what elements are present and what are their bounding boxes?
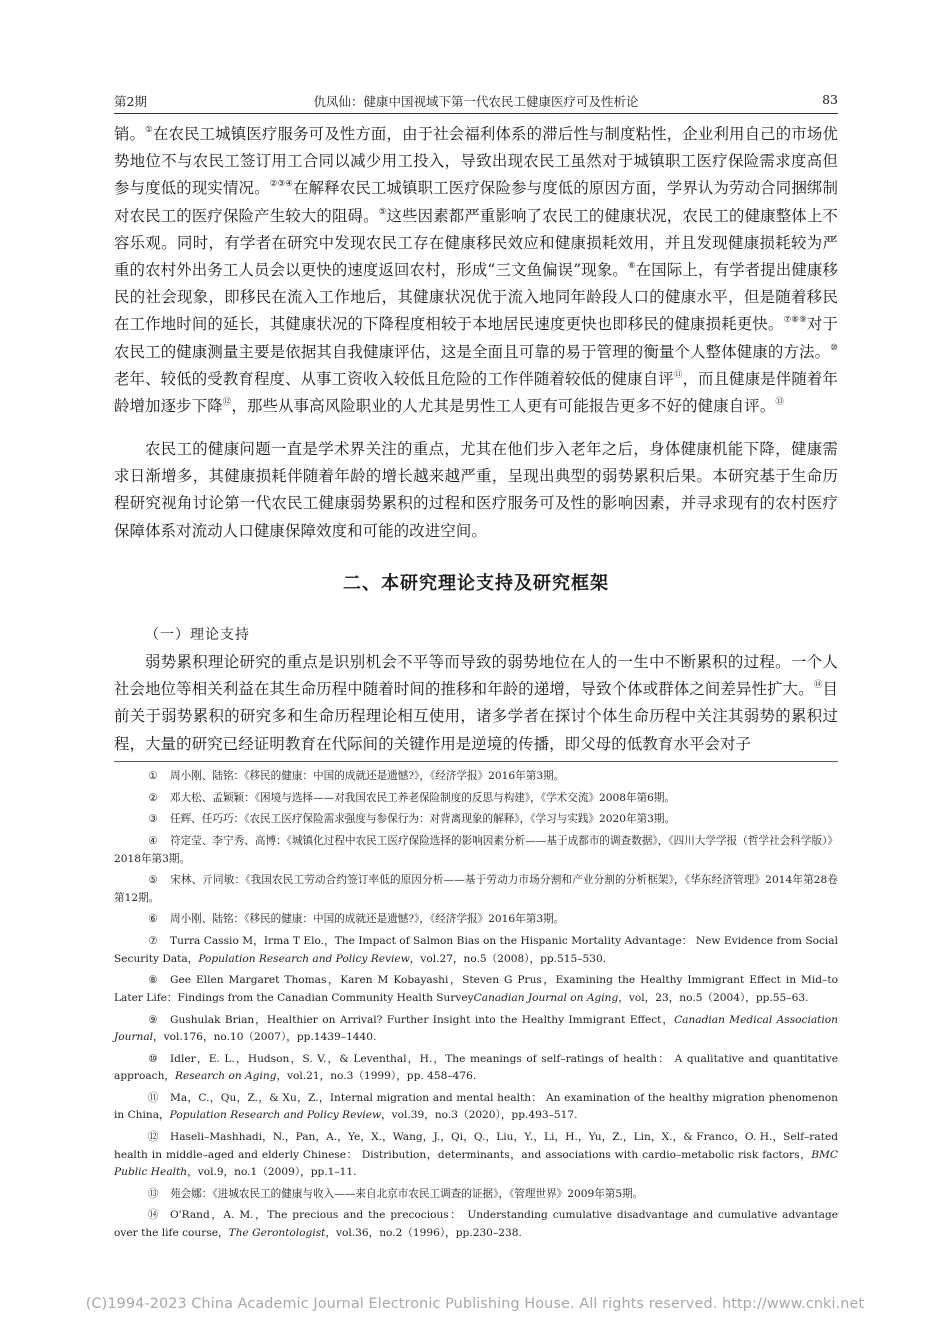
footnote-number: ⑨	[148, 1013, 158, 1026]
paragraph-3	[114, 649, 838, 758]
journal-title: BMC Public Health	[114, 1148, 838, 1179]
text-run: ，那些从事高风险职业的人尤其是男性工人更有可能报告更多不好的健康自评。	[231, 397, 776, 416]
footnote-ref: ⑩	[830, 342, 838, 353]
footnote-item	[114, 1090, 838, 1125]
footnote-item	[114, 1012, 838, 1047]
footnote-ref: ⑤	[378, 206, 387, 217]
footnote-number: ⑦	[148, 935, 158, 948]
text-run: ，vol.21，no.3（1999），pp. 458–476.	[276, 1070, 477, 1083]
footnote-number: ⑫	[147, 1131, 159, 1144]
text-run: Ma，C.，Qu，Z.，& Xu，Z.，Internal migration and mental health： An examination of the healthy migration phenomenon in China，	[114, 1091, 838, 1122]
text-run: Idler，E. L.，Hudson，S. V.，& Leventhal，H.，The meanings of self–ratings of health： A qualitative and quantitative approach，	[114, 1052, 838, 1083]
footnote-number: ⑪	[147, 1091, 159, 1104]
text-run: Turra Cassio M，Irma T Elo.，The Impact of Salmon Bias on the Hispanic Mortality Advantage： New Evidence from Social Security Data，	[114, 935, 838, 965]
footnote-item	[114, 933, 838, 968]
text-run: 对于农民工的健康测量主要是依据其自我健康评估，这是全面且可靠的易于管理的衡量个人整体健康的方法。	[114, 315, 839, 361]
running-header	[114, 90, 838, 112]
footnote-number: ③	[148, 813, 158, 826]
text-run: O'Rand，A. M.，The precious and the precocious： Understanding cumulative disadvantage and cumulative advantage over the life course，	[114, 1209, 838, 1239]
footnote-item	[114, 911, 838, 929]
text-run: 符定莹、李宁秀、高博：《城镇化过程中农民工医疗保险选择的影响因素分析——基于成都市的调查数据》，《四川大学学报（哲学社会科学版）》2018年第3期。	[114, 835, 838, 865]
footnote-ref: ⑪	[673, 369, 683, 380]
subsection-heading: （一）理论支持	[145, 627, 250, 643]
footnote-ref: ①	[145, 125, 153, 135]
text-run: 弱势累积理论研究的重点是识别机会不平等而导致的弱势地位在人的一生中不断累积的过程。一个人社会地位等相关利益在其生命历程中随着时间的推移和年龄的递增，导致个体或群体之间差异性扩大。	[114, 653, 838, 699]
footnote-item	[114, 1051, 838, 1086]
text-run: 在国际上，有学者提出健康移民的社会现象，即移民在流入工作地后，其健康状况优于流入地同年龄段人口的健康水平，但是随着移民在工作地时间的延长，其健康状况的下降程度相较于本地居民速度更快也即移民的健康损耗更快。	[114, 261, 838, 334]
text-run: ，vol.39，no.3（2020），pp.493–517.	[381, 1109, 578, 1122]
footnote-rule	[114, 761, 838, 762]
text-run: 在农民工城镇医疗服务可及性方面，由于社会福利体系的滞后性与制度粘性，企业利用自己的市场优势地位不与农民工签订用工合同以减少用工投入，导致出现农民工虽然对于城镇职工医疗保险需求度高但参与度低的现实情况。	[114, 125, 838, 198]
footnote-number: ⑥	[148, 913, 158, 926]
text-run: 周小刚、陆铭：《移民的健康：中国的成就还是遗憾?》，《经济学报》2016年第3期。	[170, 913, 565, 926]
text-run: ，vol.176，no.10（2007），pp.1439–1440.	[153, 1031, 377, 1043]
text-run: ，vol.9，no.1（2009），pp.1–11.	[187, 1166, 357, 1179]
text-run: 在解释农民工城镇职工医疗保险参与度低的原因方面，学界认为劳动合同捆绑制对农民工的医疗保险产生较大的阻碍。	[114, 179, 838, 225]
footnotes	[114, 768, 838, 1247]
footnote-ref: ⑬	[775, 397, 785, 408]
text-run: 目前关于弱势累积的研究多和生命历程理论相互使用，诸多学者在探讨个体生命历程中关注其弱势的累积过程，大量的研究已经证明教育在代际间的关键作用是逆境的传播，即父母的低教育水平会对子	[114, 680, 838, 753]
footnote-number: ⑧	[148, 974, 158, 987]
footnote-number: ⑭	[147, 1209, 159, 1222]
footnote-item	[114, 811, 838, 829]
footnote-number: ⑩	[148, 1052, 158, 1065]
text-run: ，vol.36，no.2（1996），pp.230–238.	[325, 1226, 522, 1239]
journal-title: Research on Aging	[175, 1070, 277, 1083]
footnote-number: ⑬	[147, 1187, 159, 1200]
text-run: 任辉、任巧巧：《农民工医疗保险需求强度与参保行为：对背离现象的解释》，《学习与实践》2020年第3期。	[170, 813, 676, 826]
footnote-item	[114, 833, 838, 868]
journal-title: Population Research and Policy Review	[198, 952, 410, 965]
text-run: 宋林、亓同敏：《我国农民工劳动合约签订率低的原因分析——基于劳动力市场分割和产业分割的分析框架》，《华东经济管理》2014年第28卷第12期。	[114, 874, 838, 904]
journal-title: Canadian Journal on Aging	[473, 991, 619, 1004]
footnote-number: ⑤	[148, 874, 158, 887]
footnote-number: ①	[148, 770, 158, 782]
paragraph-1	[114, 121, 838, 420]
footnote-item	[114, 1186, 838, 1204]
copyright-watermark: (C)1994-2023 China Academic Journal Electronic Publishing House. All rights reserved. http://www.cnki.net	[85, 1296, 865, 1312]
footnote-ref: ⑭	[813, 680, 823, 691]
footnote-item	[114, 1129, 838, 1182]
text-run: Gushulak Brian，Healthier on Arrival? Further Insight into the Healthy Immigrant Effect，	[170, 1013, 675, 1026]
text-run: 老年、较低的受教育程度、从事工资收入较低且危险的工作伴随着较低的健康自评	[114, 369, 674, 388]
text-run: Gee Ellen Margaret Thomas，Karen M Kobayashi，Steven G Prus，Examining the Healthy Immigrant Effect in Mid–to Later Life：Findings from the Canadian Community Health Survey	[114, 974, 838, 1004]
text-run: 苑会娜：《进城农民工的健康与收入——来自北京市农民工调查的证据》，《管理世界》2009年第5期。	[170, 1187, 644, 1200]
footnote-item	[114, 972, 838, 1007]
section-heading: 二、本研究理论支持及研究框架	[343, 573, 609, 594]
issue-label: 第2期	[114, 94, 147, 109]
footnote-item	[114, 872, 838, 907]
text-run: Haseli–Mashhadi，N.，Pan，A.，Ye，X.，Wang，J.，Qi，Q.，Liu，Y.，Li，H.，Yu，Z.，Lin，X.，& Franco，O. H.，Self–rated health in middle–aged and elderly Chinese： Distribution，determinants，and associations with cardio–metabolic risk factors，	[114, 1131, 838, 1161]
footnote-ref: ⑦⑧⑨	[783, 315, 807, 326]
journal-title: Canadian Medical Association Journal	[114, 1013, 838, 1043]
page-number: 83	[822, 92, 838, 107]
footnote-ref: ②③④	[269, 179, 294, 190]
footnote-ref: ⑫	[222, 397, 232, 408]
text-run: 这些因素都严重影响了农民工的健康状况，农民工的健康整体上不容乐观。同时，有学者在研究中发现农民工存在健康移民效应和健康损耗效用，并且发现健康损耗较为严重的农村外出务工人员会以更快的速度返回农村，形成“三文鱼偏误”现象。	[114, 206, 838, 280]
text-run: 销。	[114, 125, 146, 143]
text-run: 周小刚、陆铭：《移民的健康：中国的成就还是遗憾?》，《经济学报》2016年第3期。	[170, 770, 565, 782]
footnote-item	[114, 1207, 838, 1242]
journal-title: The Gerontologist	[228, 1226, 326, 1239]
text-run: ，vol.27，no.5（2008），pp.515–530.	[409, 952, 607, 965]
journal-title: Population Research and Policy Review	[169, 1109, 382, 1122]
footnote-item	[114, 790, 838, 808]
text-run: 邓大松、孟颖颖：《困境与选择——对我国农民工养老保险制度的反思与构建》，《学术交流》2008年第6期。	[170, 791, 676, 804]
footnote-ref: ⑥	[627, 261, 636, 272]
footnote-number: ②	[148, 791, 158, 804]
header-rule	[114, 113, 838, 114]
paragraph-2: 农民工的健康问题一直是学术界关注的重点，尤其在他们步入老年之后，身体健康机能下降，健康需求日渐增多，其健康损耗伴随着年龄的增长越来越严重，呈现出典型的弱势累积后果。本研究基于生命历程研究视角讨论第一代农民工健康弱势累积的过程和医疗服务可及性的影响因素，并寻求现有的农村医疗保障体系对流动人口健康保障效度和可能的改进空间。	[114, 440, 838, 540]
running-title: 仇凤仙：健康中国视域下第一代农民工健康医疗可及性析论	[313, 94, 639, 109]
footnote-number: ④	[148, 835, 158, 848]
footnote-item	[114, 768, 838, 786]
text-run: ，而且健康是伴随着年龄增加逐步下降	[114, 369, 838, 416]
text-run: ，vol，23，no.5（2004），pp.55–63.	[618, 991, 809, 1004]
